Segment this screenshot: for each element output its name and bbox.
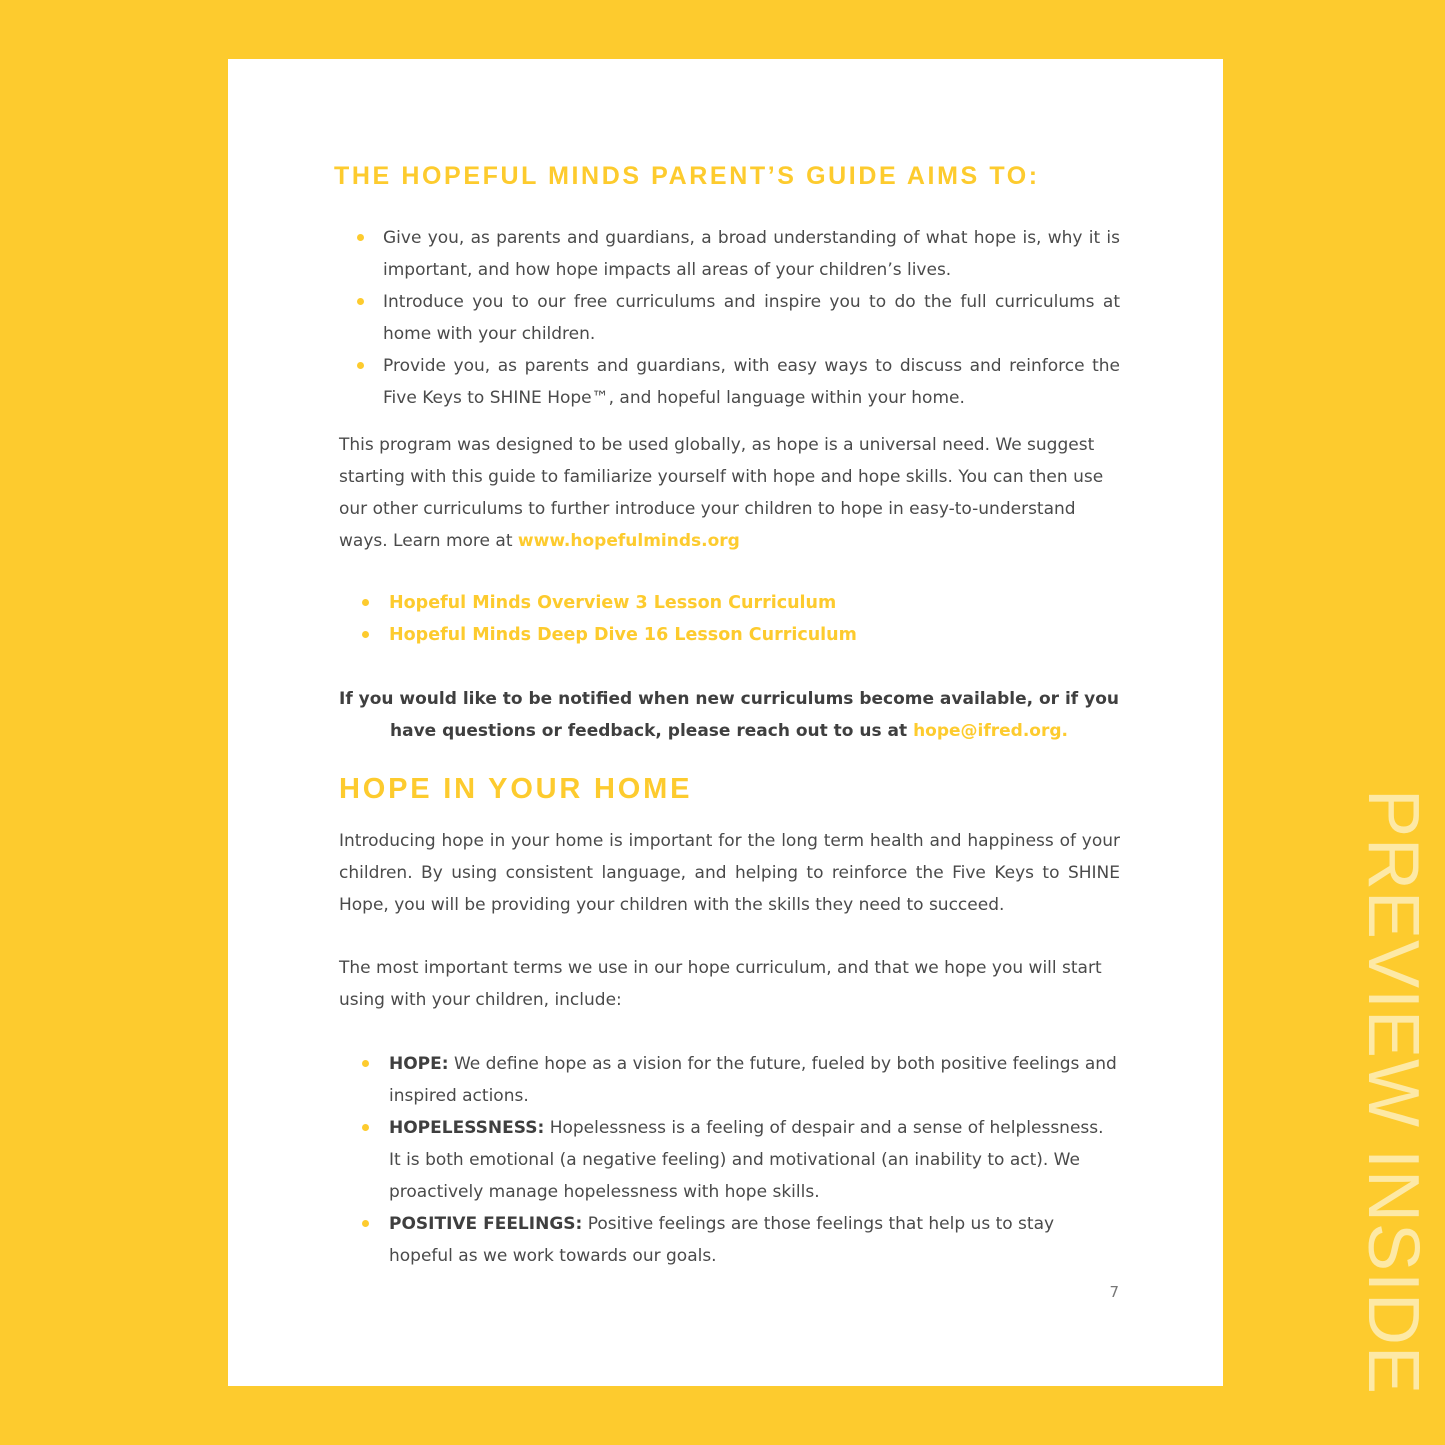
- term-definition: Hopelessness is a feeling of despair and a sense of helplessness. It is both emotional (a negative feeling) and motivational (an inability to act). We proactively manage hopelessness with hope skills.: [389, 1118, 1104, 1202]
- home-paragraph-1: Introducing hope in your home is important for the long term health and happiness of your children. By using consistent language, and helping to reinforce the Five Keys to SHINE Hope, you will be providing your children with the skills they need to succeed.: [339, 831, 1120, 915]
- term-definition: We define hope as a vision for the future, fueled by both positive feelings and inspired actions.: [389, 1054, 1117, 1106]
- curriculum-list: [389, 587, 1089, 651]
- curriculum-link-overview[interactable]: Hopeful Minds Overview 3 Lesson Curriculum: [389, 587, 1089, 619]
- terms-list: [389, 1048, 1119, 1272]
- home-paragraph-2: The most important terms we use in our hope curriculum, and that we hope you will start using with your children, include:: [339, 958, 1102, 1010]
- term-label: HOPE:: [389, 1054, 449, 1074]
- aims-heading: THE HOPEFUL MINDS PARENT’S GUIDE AIMS TO:: [334, 162, 1040, 190]
- document-page: [228, 59, 1223, 1386]
- notify-notice: [339, 683, 1119, 747]
- notify-notice-text: If you would like to be notified when new curriculums become available, or if you have questions or feedback, please reach out to us at: [339, 689, 1119, 741]
- term-definition: Positive feelings are those feelings that help us to stay hopeful as we work towards our goals.: [389, 1214, 1055, 1266]
- home-heading: HOPE IN YOUR HOME: [339, 773, 693, 805]
- preview-watermark: PREVIEW INSIDE: [1353, 788, 1433, 1396]
- term-label: POSITIVE FEELINGS:: [389, 1214, 583, 1234]
- term-item-hope: [389, 1048, 1119, 1112]
- term-label: HOPELESSNESS:: [389, 1118, 545, 1138]
- aims-list-item: Introduce you to our free curriculums and inspire you to do the full curriculums at home with your children.: [383, 286, 1120, 350]
- aims-list-item: Give you, as parents and guardians, a broad understanding of what hope is, why it is important, and how hope impacts all areas of your children’s lives.: [383, 222, 1120, 286]
- page-number: 7: [1109, 1283, 1119, 1301]
- program-paragraph-text: This program was designed to be used globally, as hope is a universal need. We suggest starting with this guide to familiarize yourself with hope and hope skills. You can then use our other curriculums to further introduce your children to hope in easy-to-understand ways. Learn more at: [339, 435, 1104, 551]
- contact-email-link[interactable]: hope@ifred.org.: [913, 721, 1068, 741]
- aims-list: [383, 222, 1120, 414]
- aims-list-item: Provide you, as parents and guardians, with easy ways to discuss and reinforce the Five Keys to SHINE Hope™, and hopeful language within your home.: [383, 350, 1120, 414]
- term-item-positive-feelings: [389, 1208, 1119, 1272]
- program-paragraph: [339, 429, 1129, 557]
- term-item-hopelessness: [389, 1112, 1119, 1208]
- hopefulminds-link[interactable]: www.hopefulminds.org: [517, 531, 740, 551]
- curriculum-link-deep-dive[interactable]: Hopeful Minds Deep Dive 16 Lesson Curriculum: [389, 619, 1089, 651]
